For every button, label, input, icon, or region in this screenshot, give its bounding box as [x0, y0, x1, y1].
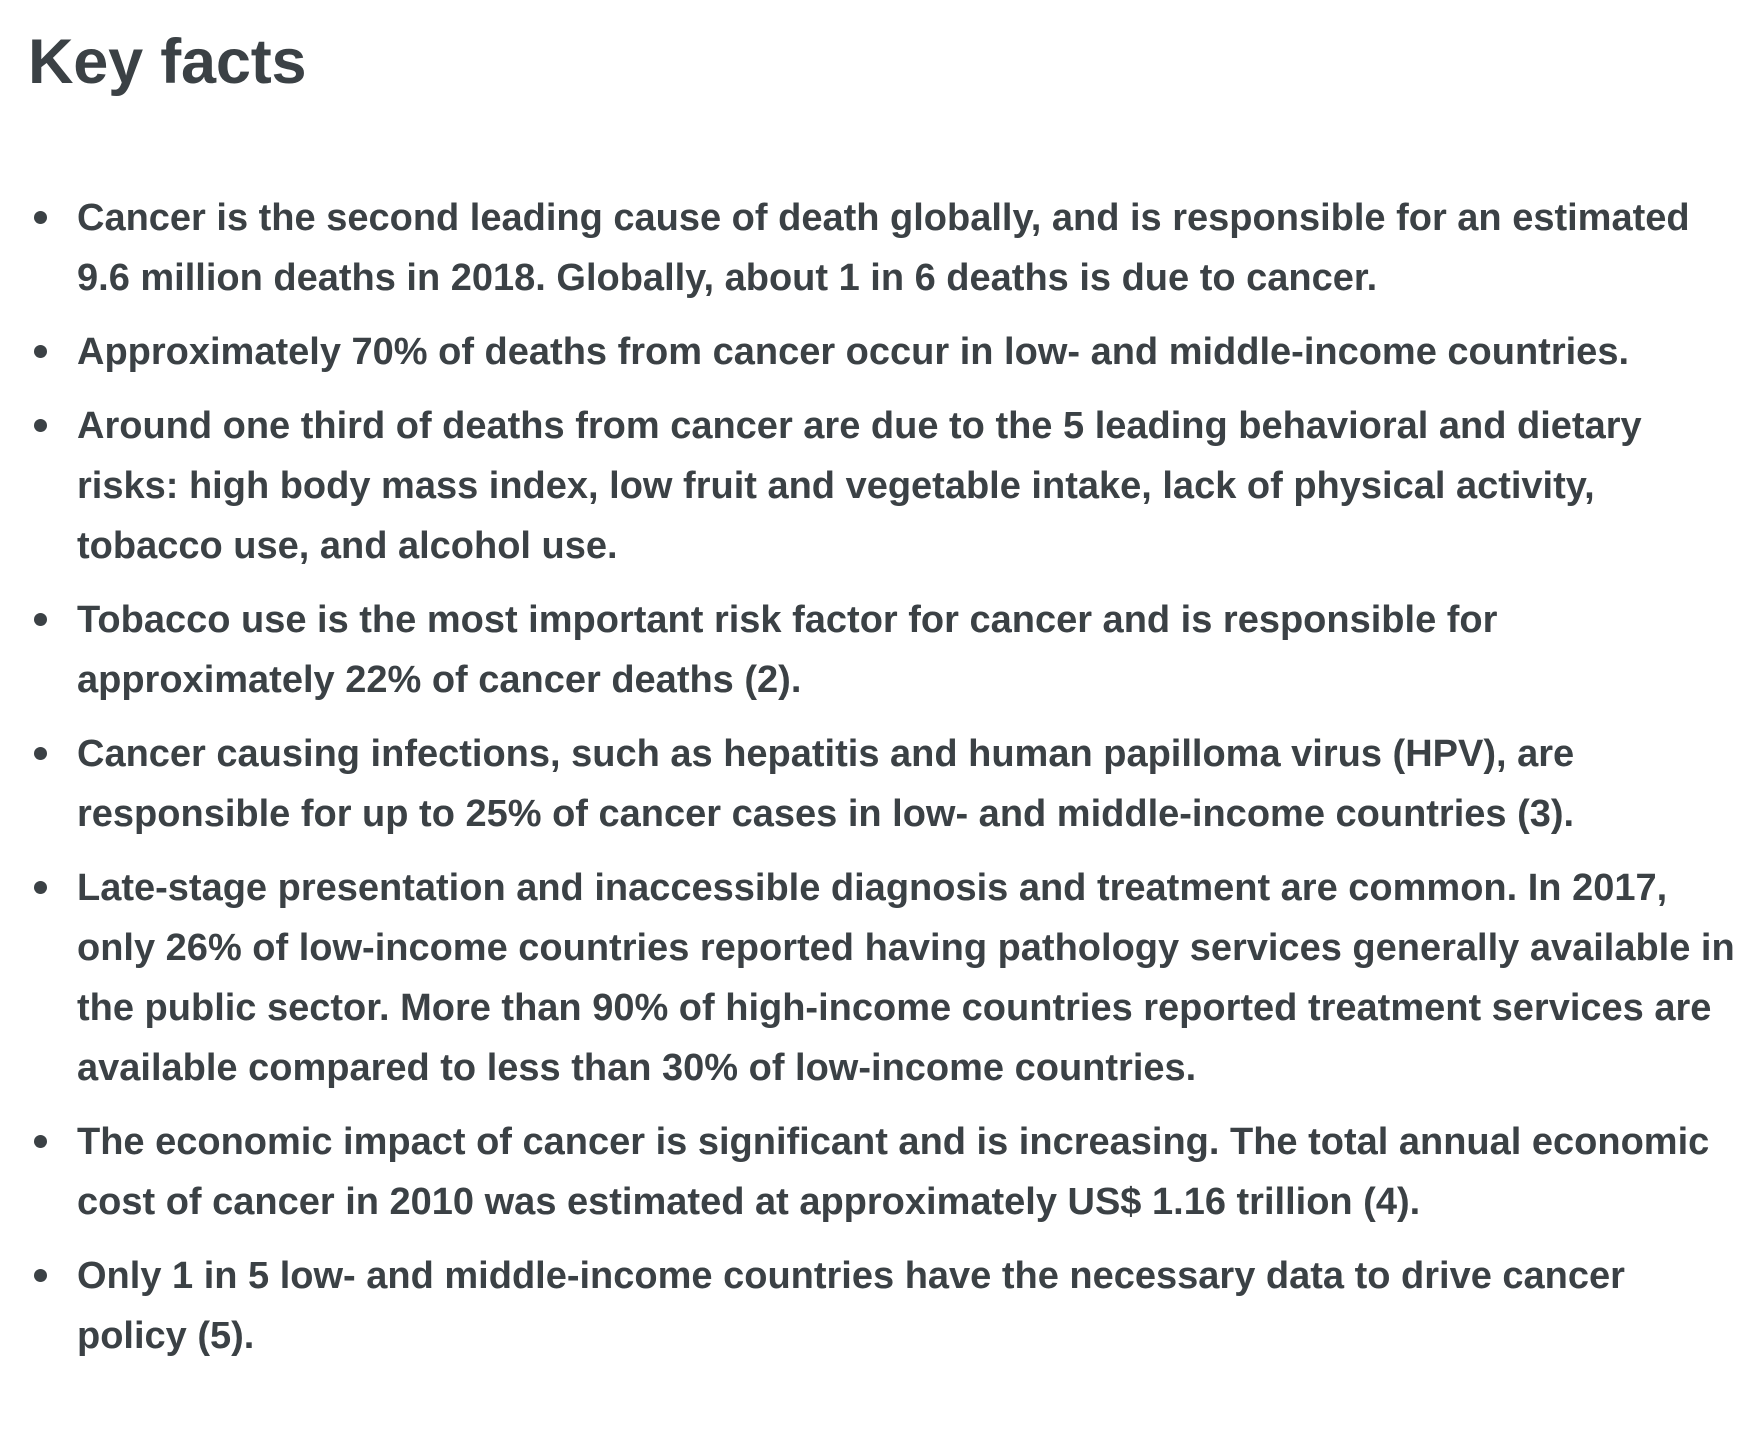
list-item — [0, 724, 1748, 844]
fact-text: Late-stage presentation and inaccessible diagnosis and treatment are common. In 2017, only 26% of low-income countries reported having pathology services generally available in the public sector. More than 90% of high-income countries reported treatment services are available compared to less than 30% of low-income countries. — [77, 867, 1735, 1089]
fact-text: Approximately 70% of deaths from cancer occur in low- and middle-income countries. — [77, 331, 1630, 373]
fact-text: Only 1 in 5 low- and middle-income countries have the necessary data to drive cancer policy (5). — [77, 1255, 1625, 1357]
fact-text: Tobacco use is the most important risk factor for cancer and is responsible for approximately 22% of cancer deaths (2). — [77, 599, 1498, 701]
bullet-icon — [34, 1135, 47, 1148]
list-item — [0, 590, 1748, 710]
bullet-icon — [34, 419, 47, 432]
list-item — [0, 1246, 1748, 1366]
fact-text: Around one third of deaths from cancer are due to the 5 leading behavioral and dietary risks: high body mass index, low fruit and vegetable intake, lack of physical activity, tobacco use, and alcohol use. — [77, 405, 1642, 567]
page-title: Key facts — [28, 27, 307, 97]
list-item — [0, 396, 1748, 576]
list-item — [0, 1112, 1748, 1232]
list-item — [0, 858, 1748, 1098]
list-item — [0, 188, 1748, 308]
fact-text: Cancer causing infections, such as hepatitis and human papilloma virus (HPV), are responsible for up to 25% of cancer cases in low- and middle-income countries (3). — [77, 733, 1575, 835]
bullet-icon — [34, 1269, 47, 1282]
bullet-icon — [34, 211, 47, 224]
list-item — [0, 322, 1748, 382]
bullet-icon — [34, 881, 47, 894]
bullet-icon — [34, 747, 47, 760]
bullet-icon — [34, 345, 47, 358]
fact-text: Cancer is the second leading cause of death globally, and is responsible for an estimated 9.6 million deaths in 2018. Globally, about 1 in 6 deaths is due to cancer. — [77, 197, 1690, 299]
key-facts-list — [0, 188, 1748, 1380]
bullet-icon — [34, 613, 47, 626]
fact-text: The economic impact of cancer is significant and is increasing. The total annual economic cost of cancer in 2010 was estimated at approximately US$ 1.16 trillion (4). — [77, 1121, 1710, 1223]
